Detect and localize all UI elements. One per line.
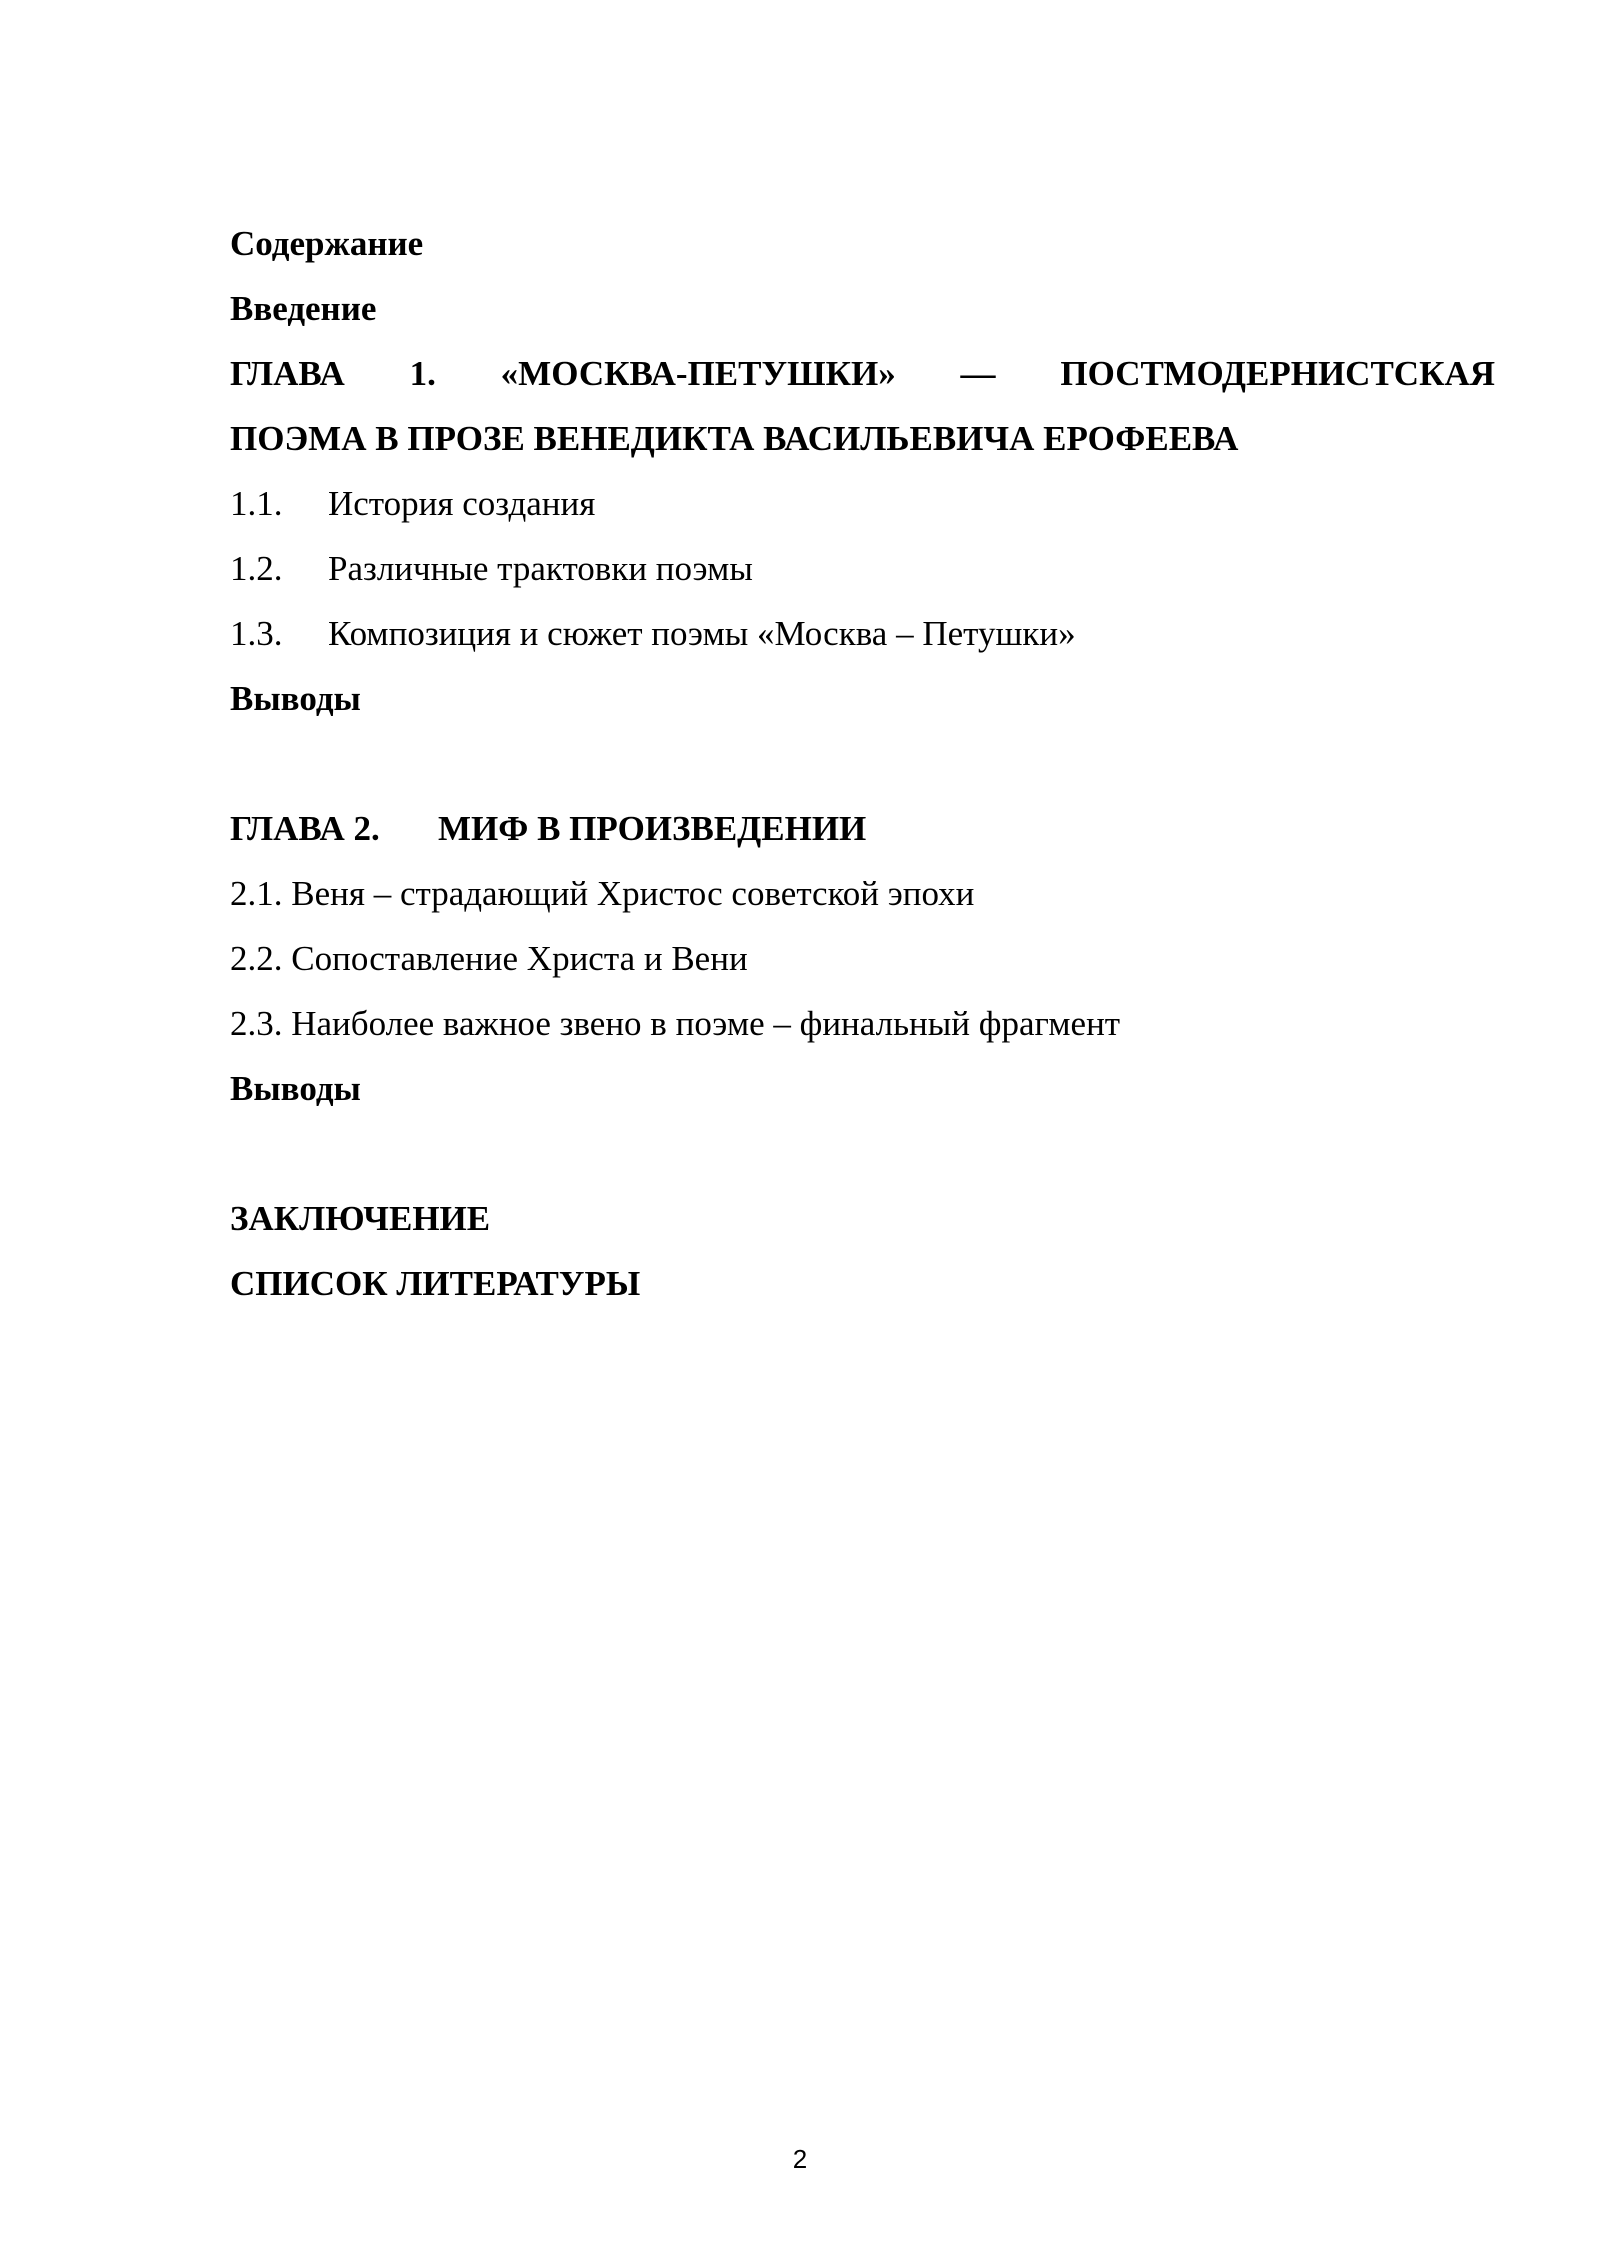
page-number: 2 <box>792 2144 808 2174</box>
toc-entry-1-3 <box>230 612 1076 656</box>
toc-entry-2-2: 2.2. Сопоставление Христа и Вени <box>230 939 748 978</box>
toc-entry-bibliography: СПИСОК ЛИТЕРАТУРЫ <box>230 1264 641 1303</box>
toc-entry-number: 1.1. <box>230 484 283 523</box>
toc-entry-conclusion: ЗАКЛЮЧЕНИЕ <box>230 1199 491 1238</box>
chapter2-title <box>230 807 866 851</box>
chapter1-conclusions: Выводы <box>230 679 361 718</box>
toc-entry-2-3: 2.3. Наиболее важное звено в поэме – финальный фрагмент <box>230 1004 1121 1043</box>
chapter1-title-line2: ПОЭМА В ПРОЗЕ ВЕНЕДИКТА ВАСИЛЬЕВИЧА ЕРОФЕЕВА <box>230 419 1239 458</box>
toc-entry-number: 1.3. <box>230 614 283 653</box>
chapter2-title-text: МИФ В ПРОИЗВЕДЕНИИ <box>438 809 867 848</box>
toc-entry-1-2 <box>230 547 753 591</box>
chapter2-label: ГЛАВА 2. <box>230 809 380 848</box>
toc-heading: Содержание <box>230 224 424 263</box>
toc-entry-text: История создания <box>328 484 596 523</box>
toc-entry-text: Различные трактовки поэмы <box>328 549 753 588</box>
toc-entry-1-1 <box>230 482 595 526</box>
toc-entry-introduction: Введение <box>230 289 377 328</box>
chapter1-title-line1: ГЛАВА 1. «МОСКВА-ПЕТУШКИ» — ПОСТМОДЕРНИСТСКАЯ <box>230 354 1495 393</box>
chapter2-conclusions: Выводы <box>230 1069 361 1108</box>
toc-entry-number: 1.2. <box>230 549 283 588</box>
toc-entry-text: Композиция и сюжет поэмы «Москва – Петушки» <box>328 614 1076 653</box>
toc-entry-2-1: 2.1. Веня – страдающий Христос советской эпохи <box>230 874 975 913</box>
